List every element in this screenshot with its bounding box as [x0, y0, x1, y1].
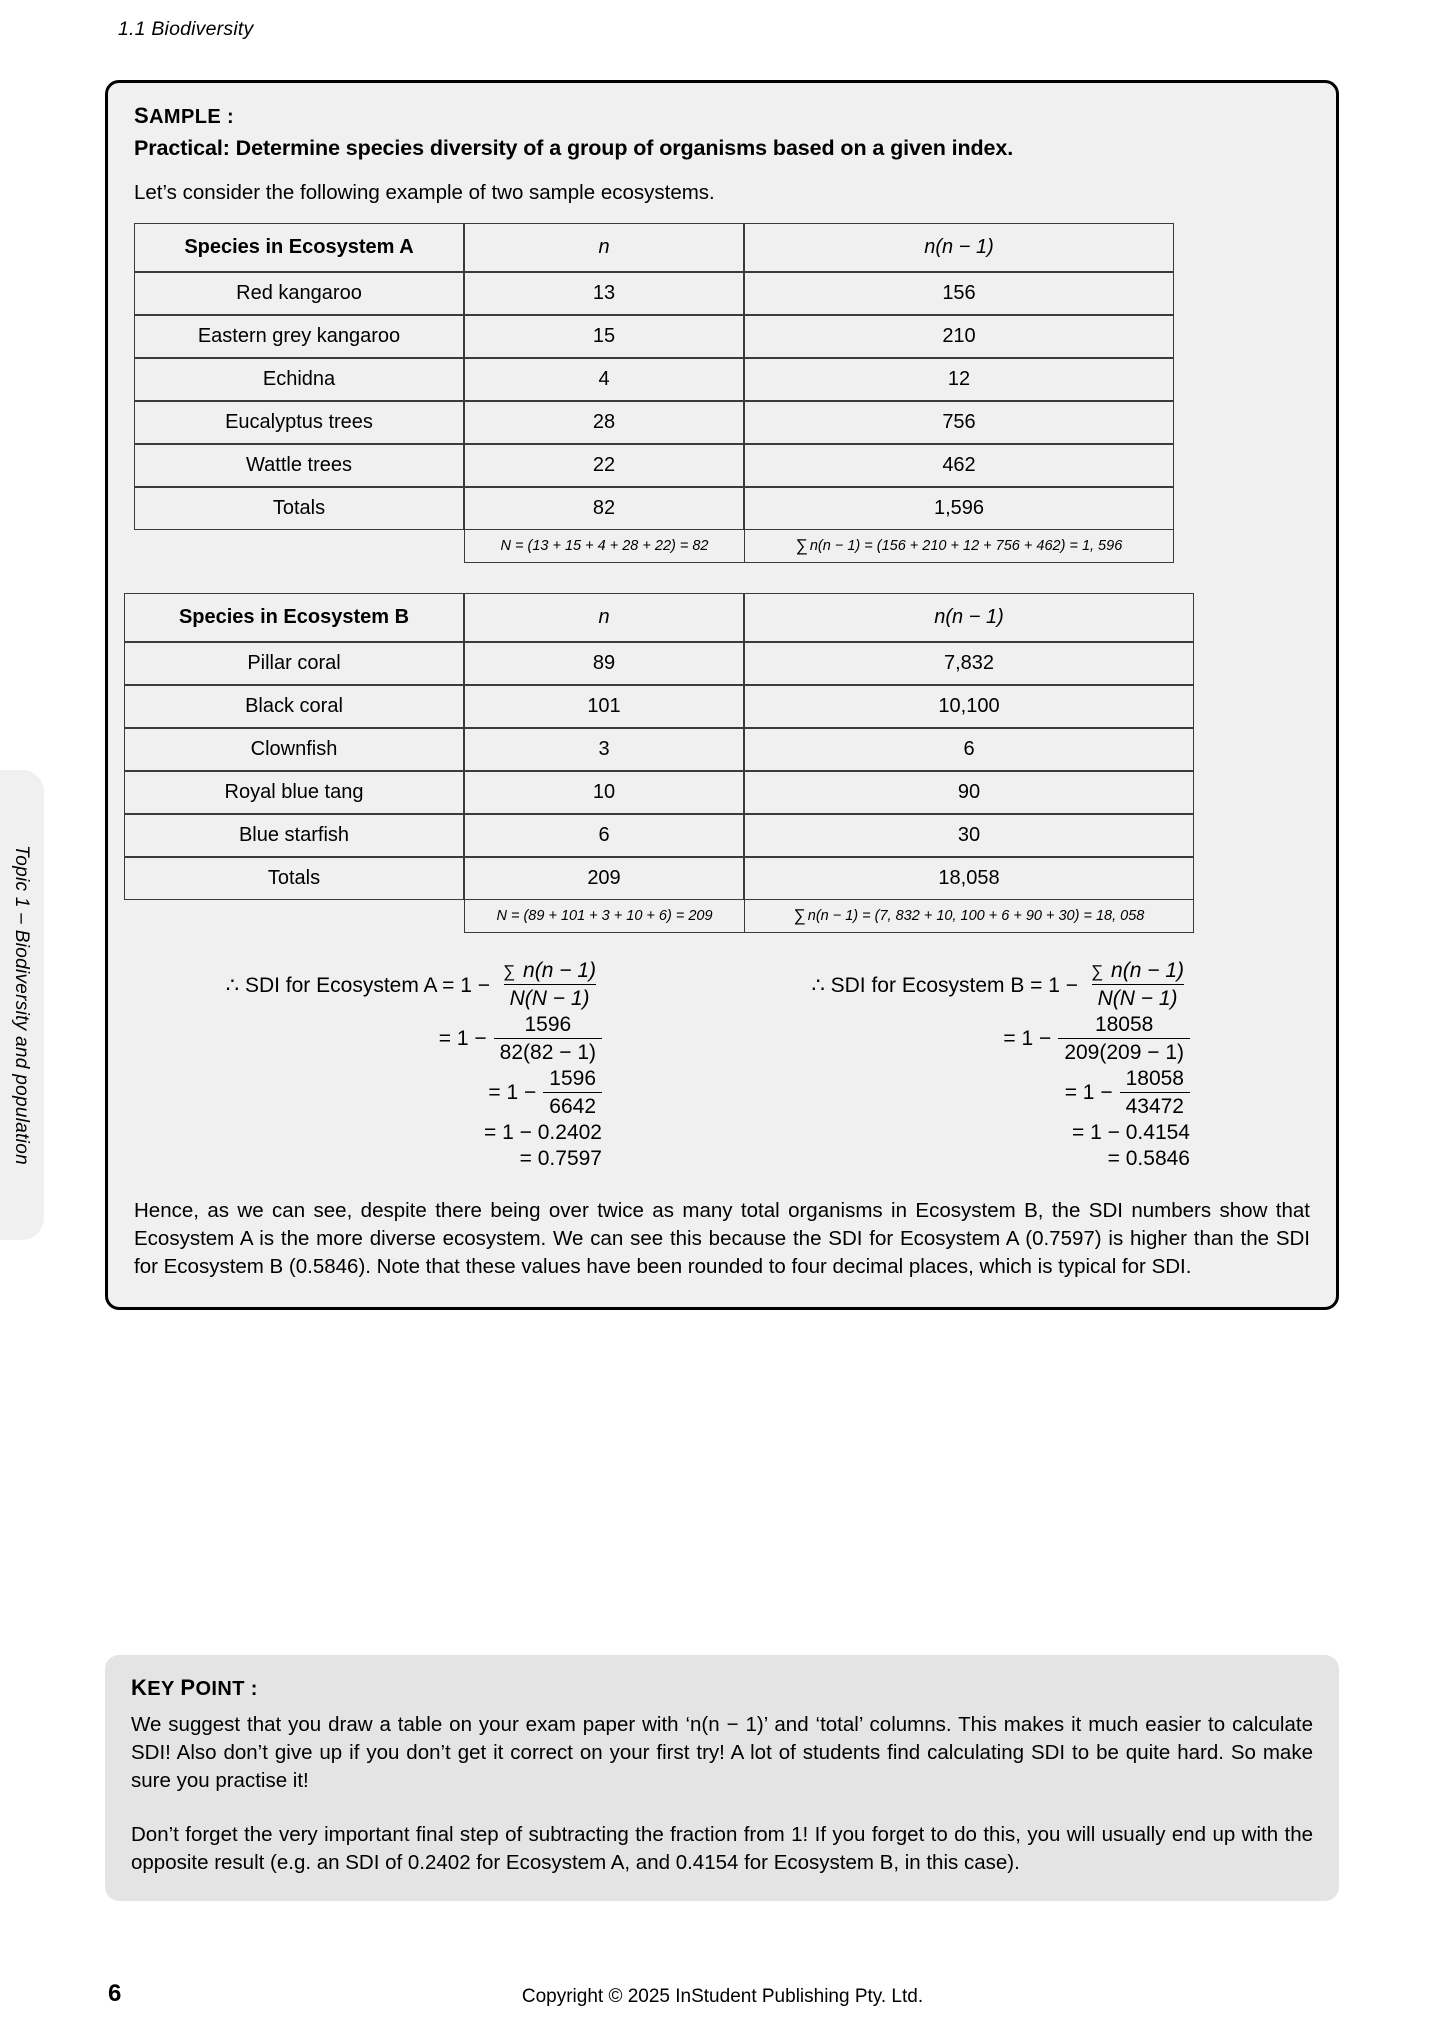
fraction-numerator: 18058: [1125, 1067, 1184, 1090]
cell-species: Wattle trees: [134, 444, 464, 487]
cell-species: Echidna: [134, 358, 464, 401]
cell-species: Pillar coral: [124, 642, 464, 685]
cell-nn: 18,058: [744, 857, 1194, 900]
table-row: [124, 728, 1194, 771]
sample-title: Practical: Determine species diversity of a group of organisms based on a given index.: [134, 136, 1014, 160]
key-point-box: [105, 1655, 1339, 1901]
cell-n: 15: [464, 315, 744, 358]
table-header-row: [134, 223, 1174, 272]
sdi-b-step4: = 1 − 0.4154: [1072, 1121, 1190, 1144]
fraction-denominator: N(N − 1): [1092, 984, 1184, 1011]
header-species-b: Species in Ecosystem B: [124, 593, 464, 642]
ecosystem-b-formula-strip: [464, 900, 1310, 933]
cell-n: 4: [464, 358, 744, 401]
sdi-a-step1: [168, 959, 722, 1011]
ecosystem-a-formula-strip: [464, 530, 1310, 563]
cell-n: 10: [464, 771, 744, 814]
topic-side-tab-label: Topic 1 – Biodiversity and population: [11, 845, 32, 1165]
cell-species: Blue starfish: [124, 814, 464, 857]
sdi-b-step2-lhs: = 1 −: [1003, 1027, 1052, 1050]
cell-species: Totals: [134, 487, 464, 530]
cell-nn: 156: [744, 272, 1174, 315]
fraction-numerator: 1596: [524, 1013, 572, 1036]
table-row: [134, 401, 1174, 444]
sdi-ecosystem-a: [134, 959, 722, 1173]
table-totals-row: [124, 857, 1194, 900]
cell-nn: 30: [744, 814, 1194, 857]
cell-nn: 756: [744, 401, 1174, 444]
sdi-a-result: = 0.7597: [519, 1147, 602, 1170]
sample-label-rest: AMPLE :: [149, 106, 235, 128]
sample-intro: Let’s consider the following example of two sample ecosystems.: [134, 181, 715, 204]
sdi-a-heading: ∴ SDI for Ecosystem A = 1 −: [225, 973, 491, 997]
fraction-denominator: 82(82 − 1): [494, 1038, 602, 1065]
key-point-paragraph-2: Don’t forget the very important final step of subtracting the fraction from 1! If you forget to do this, you will usually end up with the opposite result (e.g. an SDI of 0.2402 for Ecosystem A, and 0.4154 for Ecosystem B, in this case).: [131, 1823, 1313, 1875]
cell-species: Totals: [124, 857, 464, 900]
sdi-b-heading: ∴ SDI for Ecosystem B = 1 −: [811, 973, 1079, 997]
ecosystem-a-table-wrapper: [134, 223, 1310, 563]
cell-nn: 10,100: [744, 685, 1194, 728]
cell-species: Clownfish: [124, 728, 464, 771]
cell-n: 209: [464, 857, 744, 900]
cell-n: 82: [464, 487, 744, 530]
formula-total-n-a: N = (13 + 15 + 4 + 28 + 22) = 82: [464, 530, 744, 563]
table-row: [124, 642, 1194, 685]
table-row: [134, 272, 1174, 315]
header-species-a: Species in Ecosystem A: [134, 223, 464, 272]
sdi-a-step3: [168, 1067, 722, 1119]
ecosystem-a-table: [134, 223, 1174, 530]
cell-species: Red kangaroo: [134, 272, 464, 315]
running-head: 1.1 Biodiversity: [118, 18, 254, 40]
sample-label-first: S: [134, 103, 150, 128]
cell-n: 3: [464, 728, 744, 771]
cell-n: 101: [464, 685, 744, 728]
cell-species: Eastern grey kangaroo: [134, 315, 464, 358]
sdi-b-step3-lhs: = 1 −: [1064, 1081, 1113, 1104]
cell-nn: 12: [744, 358, 1174, 401]
table-row: [134, 358, 1174, 401]
ecosystem-b-table-wrapper: [124, 593, 1310, 933]
header-n-b: n: [464, 593, 744, 642]
fraction-denominator: 43472: [1120, 1092, 1190, 1119]
cell-nn: 90: [744, 771, 1194, 814]
cell-nn: 210: [744, 315, 1174, 358]
sdi-ecosystem-b: [722, 959, 1310, 1173]
sdi-workings: [134, 959, 1310, 1173]
table-row: [134, 315, 1174, 358]
table-row: [124, 685, 1194, 728]
cell-nn: 6: [744, 728, 1194, 771]
sdi-b-fraction-3: [1120, 1067, 1190, 1119]
sdi-a-step2-lhs: = 1 −: [438, 1027, 487, 1050]
header-nn-a: n(n − 1): [744, 223, 1174, 272]
table-totals-row: [134, 487, 1174, 530]
table-row: [124, 814, 1194, 857]
table-row: [124, 771, 1194, 814]
page-number: 6: [108, 1980, 122, 2007]
formula-sum-nn-b: ∑ n(n − 1) = (7, 832 + 10, 100 + 6 + 90 + 30) = 18, 058: [744, 900, 1194, 933]
fraction-denominator: 6642: [543, 1092, 602, 1119]
cell-n: 13: [464, 272, 744, 315]
key-point-paragraph-1: We suggest that you draw a table on your exam paper with ‘n(n − 1)’ and ‘total’ columns. This makes it much easier to calculate SDI! Also don’t give up if you don’t get it correct on your first try! A lot of students find calculating SDI to be quite hard. So make sure you practise it!: [131, 1713, 1313, 1793]
fraction-denominator: 209(209 − 1): [1058, 1038, 1190, 1065]
sample-label: [134, 103, 1310, 129]
cell-n: 28: [464, 401, 744, 444]
key-point-label: KEY POINT :: [131, 1675, 258, 1700]
cell-n: 6: [464, 814, 744, 857]
fraction-numerator: ∑ n(n − 1): [1091, 959, 1184, 982]
cell-species: Royal blue tang: [124, 771, 464, 814]
sdi-b-fraction-2: [1058, 1013, 1190, 1065]
sdi-b-step2: [760, 1013, 1310, 1065]
cell-nn: 1,596: [744, 487, 1174, 530]
summation-icon: ∑: [795, 536, 808, 555]
fraction-numerator: 1596: [549, 1067, 596, 1090]
formula-total-n-b: N = (89 + 101 + 3 + 10 + 6) = 209: [464, 900, 744, 933]
fraction-numerator: ∑ n(n − 1): [503, 959, 596, 982]
cell-species: Black coral: [124, 685, 464, 728]
fraction-denominator: N(N − 1): [504, 984, 596, 1011]
table-header-row: [124, 593, 1194, 642]
sdi-a-fraction-1: [497, 959, 602, 1011]
summation-icon: ∑: [1091, 962, 1104, 981]
fraction-numerator: 18058: [1094, 1013, 1154, 1036]
sdi-a-step3-lhs: = 1 −: [488, 1081, 537, 1104]
sdi-b-fraction-1: [1085, 959, 1190, 1011]
sdi-a-step4: = 1 − 0.2402: [484, 1121, 602, 1144]
copyright-notice: Copyright © 2025 InStudent Publishing Pty. Ltd.: [521, 1986, 924, 2007]
sdi-a-fraction-3: [543, 1067, 602, 1119]
cell-n: 89: [464, 642, 744, 685]
ecosystem-b-table: [124, 593, 1194, 900]
header-n-a: n: [464, 223, 744, 272]
cell-nn: 462: [744, 444, 1174, 487]
sdi-b-step1: [760, 959, 1310, 1011]
cell-n: 22: [464, 444, 744, 487]
table-row: [134, 444, 1174, 487]
sdi-a-step2: [168, 1013, 722, 1065]
conclusion-paragraph: Hence, as we can see, despite there being over twice as many total organisms in Ecosystem B, the SDI numbers show that Ecosystem A is the more diverse ecosystem. We can see this because the SDI for Ecosystem A (0.7597) is higher than the SDI for Ecosystem B (0.5846). Note that these values have been rounded to four decimal places, which is typical for SDI.: [134, 1199, 1310, 1279]
sdi-b-result: = 0.5846: [1107, 1147, 1190, 1170]
formula-sum-nn-a: ∑ n(n − 1) = (156 + 210 + 12 + 756 + 462) = 1, 596: [744, 530, 1174, 563]
cell-nn: 7,832: [744, 642, 1194, 685]
sdi-a-fraction-2: [494, 1013, 602, 1065]
summation-icon: ∑: [793, 906, 806, 925]
sample-box: [105, 80, 1339, 1310]
cell-species: Eucalyptus trees: [134, 401, 464, 444]
sdi-b-step3: [760, 1067, 1310, 1119]
summation-icon: ∑: [503, 962, 516, 981]
header-nn-b: n(n − 1): [744, 593, 1194, 642]
topic-side-tab: [0, 770, 44, 1240]
